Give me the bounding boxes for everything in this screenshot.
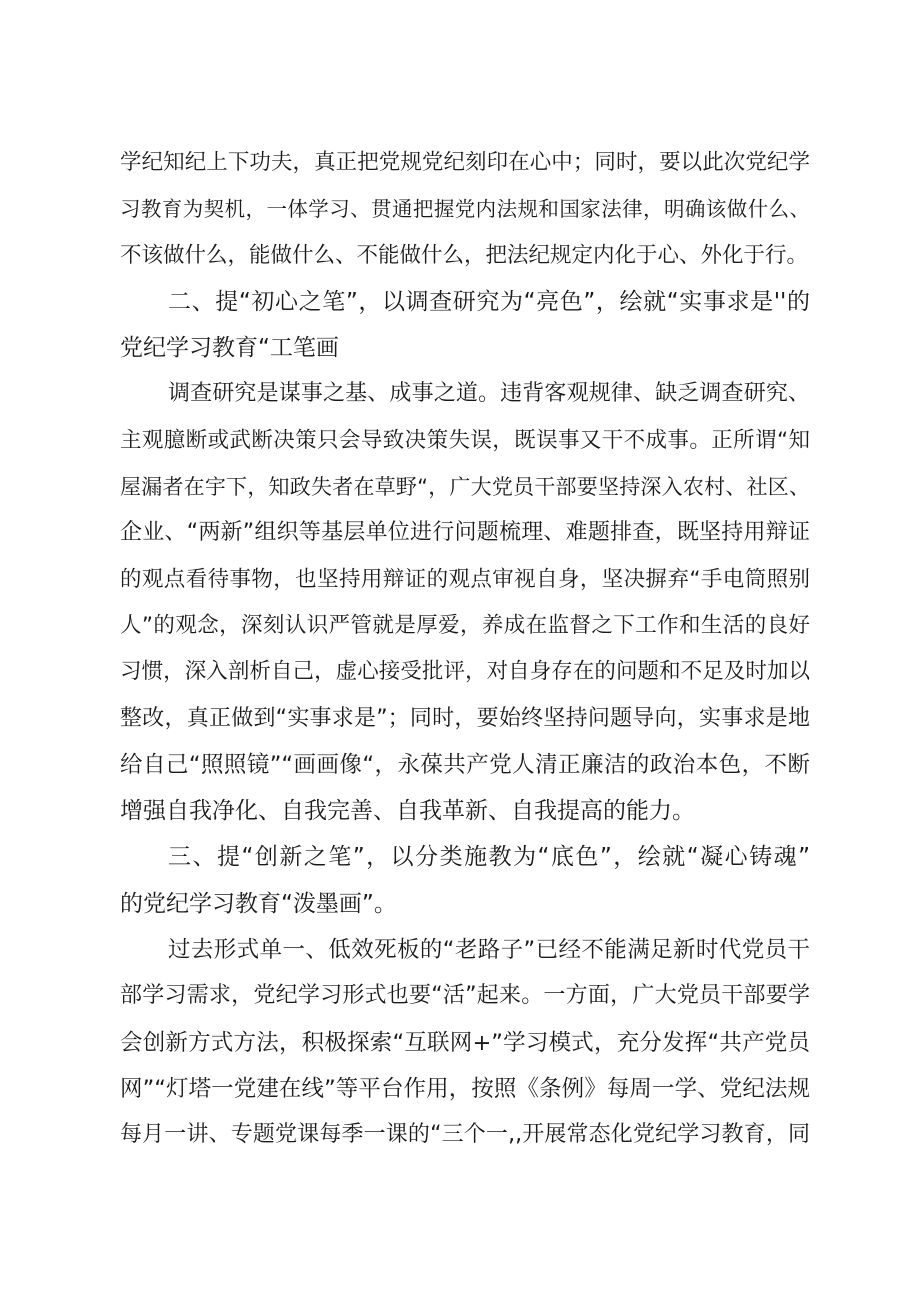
paragraph-line: 主观臆断或武断决策只会导致决策失误，既误事又干不成事。正所谓“知 [120, 427, 810, 453]
paragraph-line: 给自己“照照镜”“画画像“，永葆共产党人清正廉洁的政治本色，不断 [120, 751, 810, 778]
paragraph-line: 的观点看待事物，也坚持用辩证的观点审视自身，坚决摒弃“手电筒照别 [120, 566, 810, 592]
paragraph-line: 习教育为契机，一体学习、贯通把握党内法规和国家法律，明确该做什么、 [120, 197, 810, 222]
paragraph-line: 每月一讲、专题党课每季一课的“三个一,,开展常态化党纪学习教育，同 [120, 1122, 810, 1148]
section-heading-line: 三、提“创新之笔”，以分类施教为“底色”，绘就“凝心铸魂” [168, 844, 810, 871]
paragraph-line: 网”“灯塔一党建在线”等平台作用，按照《条例》每周一学、党纪法规 [120, 1075, 810, 1102]
section-heading-line: 党纪学习教育“工笔画 [120, 335, 339, 362]
paragraph-line: 过去形式单一、低效死板的“老路子”已经不能满足新时代党员干 [168, 937, 810, 964]
paragraph-line: 学纪知纪上下功夫，真正把党规党纪刻印在心中；同时，要以此次党纪学 [120, 150, 810, 175]
paragraph-line: 企业、“两新”组织等基层单位进行问题梳理、难题排查，既坚持用辩证 [120, 520, 810, 546]
paragraph-line: 不该做什么，能做什么、不能做什么，把法纪规定内化于心、外化于行。 [120, 242, 809, 268]
section-heading-line: 的党纪学习教育“泼墨画”。 [120, 890, 397, 917]
section-heading-line: 二、提“初心之笔”，以调查研究为“亮色”，绘就“实事求是''的 [168, 288, 810, 315]
paragraph-line: 人”的观念，深刻认识严管就是厚爱，养成在监督之下工作和生活的良好 [120, 612, 810, 638]
paragraph-line: 部学习需求，党纪学习形式也要“活”起来。一方面，广大党员干部要学 [120, 983, 810, 1009]
paragraph-line: 习惯，深入剖析自己，虚心接受批评，对自身存在的问题和不足及时加以 [120, 659, 810, 685]
paragraph-line: 增强自我净化、自我完善、自我革新、自我提高的能力。 [120, 798, 695, 825]
paragraph-line: 整改，真正做到“实事求是”；同时，要始终坚持问题导向，实事求是地 [120, 705, 810, 731]
body-text [120, 140, 810, 1159]
paragraph-line: 屋漏者在宇下，知政失者在草野“，广大党员干部要坚持深入农村、社区、 [120, 475, 810, 500]
paragraph-line: 调查研究是谋事之基、成事之道。违背客观规律、缺乏调查研究、 [168, 381, 810, 407]
paragraph-line: 会创新方式方法，积极探索“互联网+”学习模式，充分发挥“共产党员 [120, 1029, 810, 1056]
